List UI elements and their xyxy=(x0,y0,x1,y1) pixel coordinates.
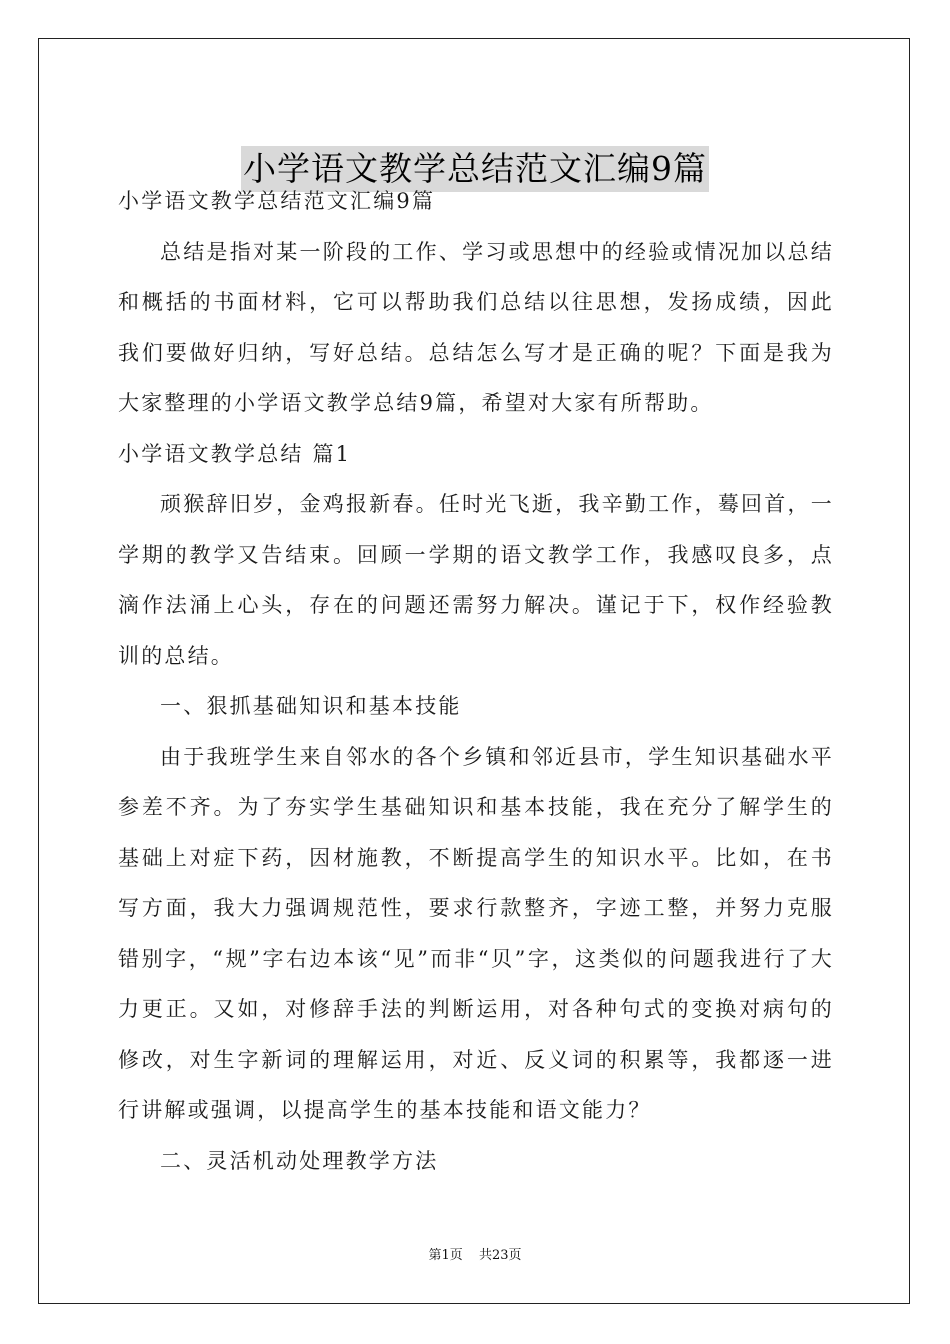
subheading-2: 二、灵活机动处理教学方法 xyxy=(160,1148,439,1173)
body-paragraph-1: 顽猴辞旧岁，金鸡报新春。任时光飞逝，我辛勤工作，蓦回首，一学期的教学又告结束。回顾一学期的语文教学工作，我感叹良多，点滴作法涌上心头，存在的问题还需努力解决。谨记于下，权作经验教训的总结。 xyxy=(118,492,834,668)
page-footer xyxy=(0,1244,950,1263)
body-paragraph-2: 由于我班学生来自邻水的各个乡镇和邻近县市，学生知识基础水平参差不齐。为了夯实学生基础知识和基本技能，我在充分了解学生的基础上对症下药，因材施教，不断提高学生的知识水平。比如，在书写方面，我大力强调规范性，要求行款整齐，字迹工整，并努力克服错别字，“规”字右边本该“见”而非“贝”字，这类似的问题我进行了大力更正。又如，对修辞手法的判断运用，对各种句式的变换对病句的修改，对生字新词的理解运用，对近、反义词的积累等，我都逐一进行讲解或强调，以提高学生的基本技能和语文能力？ xyxy=(118,744,834,1122)
subheading-1: 一、狠抓基础知识和基本技能 xyxy=(160,694,462,718)
subtitle-line: 小学语文教学总结范文汇编9篇 xyxy=(118,189,436,213)
document-body xyxy=(118,176,834,1186)
total-pages-label: 共23页 xyxy=(478,1248,522,1263)
section-heading-1: 小学语文教学总结 篇1 xyxy=(118,441,352,466)
current-page-label: 第1页 xyxy=(428,1248,463,1263)
intro-paragraph: 总结是指对某一阶段的工作、学习或思想中的经验或情况加以总结和概括的书面材料，它可以帮助我们总结以往思想，发扬成绩，因此我们要做好归纳，写好总结。总结怎么写才是正确的呢？下面是我为大家整理的小学语文教学总结9篇，希望对大家有所帮助。 xyxy=(118,239,834,415)
document-title: 小学语文教学总结范文汇编9篇 xyxy=(241,146,709,192)
